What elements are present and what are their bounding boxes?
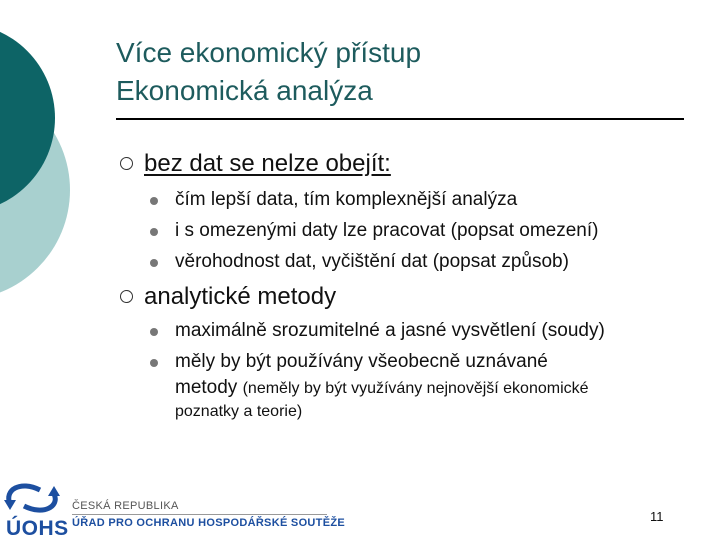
decorative-circles xyxy=(0,0,110,300)
logo-wordmark: ÚOHS xyxy=(6,517,69,540)
org-name: ÚŘAD PRO OCHRANU HOSPODÁŘSKÉ SOUTĚŽE xyxy=(72,517,345,529)
slide-title xyxy=(116,34,696,110)
logo-arrow-right xyxy=(24,494,55,510)
continuation-note: (neměly by být využívány nejnovější ekonomické xyxy=(242,380,589,397)
sub-bullet-text: měly by být používány všeobecně uznávané xyxy=(175,351,548,372)
continuation-text: metody xyxy=(175,377,238,398)
sub-bullet-text: čím lepší data, tím komplexnější analýza xyxy=(175,189,518,210)
title-line-2: Ekonomická analýza xyxy=(116,75,373,106)
bullet-text: analytické metody xyxy=(144,283,337,310)
dot-bullet-icon xyxy=(150,228,158,236)
org-country: ČESKÁ REPUBLIKA xyxy=(72,500,179,512)
dot-bullet-icon xyxy=(150,359,158,367)
hollow-circle-bullet-icon xyxy=(120,157,133,170)
dot-bullet-icon xyxy=(150,259,158,267)
bullet-text: bez dat se nelze obejít: xyxy=(144,150,391,177)
continuation-note-2: poznatky a teorie) xyxy=(175,403,303,420)
logo-divider xyxy=(72,514,327,515)
title-divider xyxy=(116,118,684,120)
dot-bullet-icon xyxy=(150,197,158,205)
dot-bullet-icon xyxy=(150,328,158,336)
title-line-1: Více ekonomický přístup xyxy=(116,37,422,68)
logo-arrowhead-right xyxy=(48,486,60,496)
hollow-circle-bullet-icon xyxy=(120,290,133,303)
sub-bullet-text: maximálně srozumitelné a jasné vysvětlení (soudy) xyxy=(175,320,605,341)
page-number: 11 xyxy=(650,509,664,524)
sub-bullet-text: i s omezenými daty lze pracovat (popsat omezení) xyxy=(175,220,599,241)
logo-arrowhead-left xyxy=(4,500,16,510)
sub-bullet-text: věrohodnost dat, vyčištění dat (popsat způsob) xyxy=(175,251,569,272)
